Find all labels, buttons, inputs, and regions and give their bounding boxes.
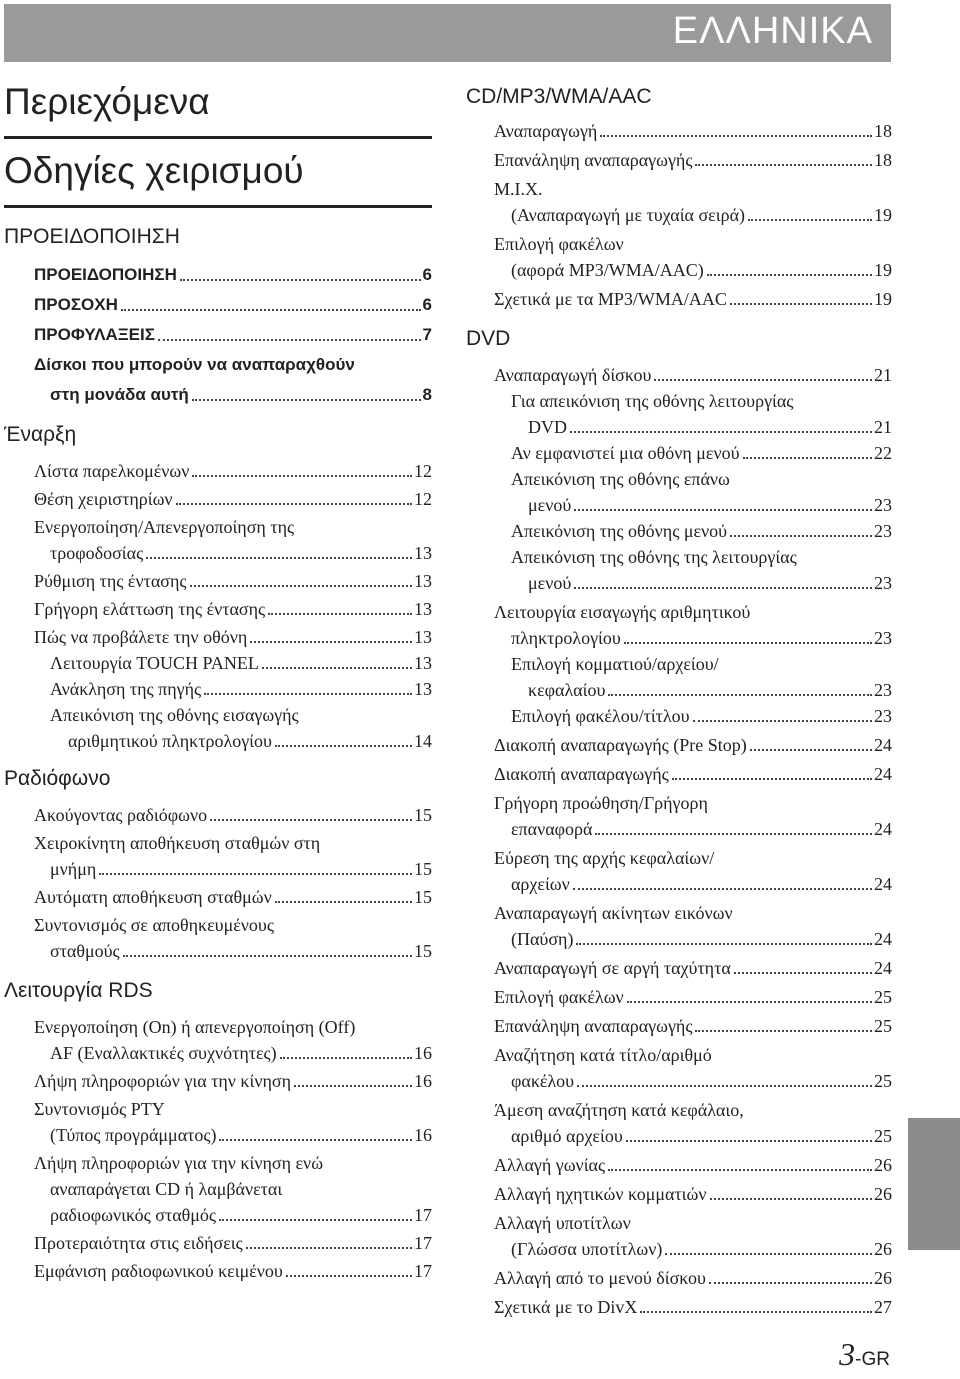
toc-entry-audio-tracks[interactable]: Αλλαγή ηχητικών κομματιών 26 [494,1184,892,1204]
toc-entry-controls[interactable]: Θέση χειριστηρίων 12 [34,489,432,509]
toc-entry-pause[interactable]: Αναπαραγωγή ακίνητων εικόνων (Παύση) 24 [494,903,892,949]
section-heading-start: Έναρξη [4,423,77,446]
toc-entry-angle[interactable]: Αλλαγή γωνίας 26 [494,1155,892,1175]
toc-entry-auto-memory[interactable]: Αυτόματη αποθήκευση σταθμών 15 [34,887,432,907]
toc-entry-stop[interactable]: Διακοπή αναπαραγωγής 24 [494,764,892,784]
toc-entry-quick-volume[interactable]: Γρήγορη ελάττωση της έντασης 13 [34,599,432,619]
page-title: Περιεχόμενα [4,81,210,122]
page-number: 3-GR [839,1336,890,1372]
toc-entry-disc-playback[interactable]: Αναπαραγωγή δίσκου 21 [494,365,892,385]
toc-entry-ff-rew[interactable]: Γρήγορη προώθηση/Γρήγορη επαναφορά 24 [494,793,892,839]
toc-entry-cd-playback[interactable]: Αναπαραγωγή 18 [494,121,892,141]
toc-entry-power[interactable]: Ενεργοποίηση/Απενεργοποίηση της τροφοδοσίας 13 [34,517,432,563]
section-thumb-tab [908,1118,960,1250]
toc-entry-dvd-folder-select[interactable]: Επιλογή φακέλων 25 [494,987,892,1007]
subtitle-rule [4,205,432,208]
toc-entry-touch-panel[interactable]: Λειτουργία TOUCH PANEL 13 [50,653,432,673]
section-heading-dvd: DVD [466,327,511,350]
toc-entry-news-priority[interactable]: Προτεραιότητα στις ειδήσεις 17 [34,1233,432,1253]
toc-entry-numeric-keypad[interactable]: Απεικόνιση της οθόνης εισαγωγής αριθμητικού πληκτρολογίου 14 [50,705,432,751]
toc-entry-manual-memory[interactable]: Χειροκίνητη αποθήκευση σταθμών στη μνήμη 15 [34,833,432,879]
toc-entry-af[interactable]: Ενεργοποίηση (On) ή απενεργοποίηση (Off) AF (Εναλλακτικές συχνότητες) 16 [34,1017,432,1063]
toc-entry-recall-source[interactable]: Ανάκληση της πηγής 13 [50,679,432,699]
toc-entry-playable-discs[interactable]: Δίσκοι που μπορούν να αναπαραχθούν στη μονάδα αυτή 8 [34,355,432,404]
toc-entry-folder-select[interactable]: Επιλογή φακέλων (αφορά MP3/WMA/AAC) 19 [494,234,892,280]
toc-entry-numeric-keypad-mode[interactable]: Λειτουργία εισαγωγής αριθμητικού πληκτρολογίου 23 [494,602,892,648]
toc-entry-folder-title[interactable]: Επιλογή φακέλου/τίτλου 23 [511,706,892,726]
toc-entry-disc-menu[interactable]: Αλλαγή από το μενού δίσκου 26 [494,1268,892,1288]
toc-entry-divx[interactable]: Σχετικά με το DivX 27 [494,1297,892,1317]
toc-entry-listening-radio[interactable]: Ακούγοντας ραδιόφωνο 15 [34,805,432,825]
toc-entry-menu-screen[interactable]: Απεικόνιση της οθόνης μενού 23 [511,521,892,541]
section-heading-warning: ΠΡΟΕΙΔΟΠΟΙΗΣΗ [4,225,180,248]
toc-entry-about-mp3[interactable]: Σχετικά με τα MP3/WMA/AAC 19 [494,289,892,309]
toc-entry-slow-motion[interactable]: Αναπαραγωγή σε αργή ταχύτητα 24 [494,958,892,978]
toc-entry-warning[interactable]: ΠΡΟΕΙΔΟΠΟΙΗΣΗ 6 [34,265,432,284]
toc-entry-caution[interactable]: ΠΡΟΣΟΧΗ 6 [34,295,432,314]
toc-entry-title-search[interactable]: Αναζήτηση κατά τίτλο/αριθμό φακέλου 25 [494,1045,892,1091]
toc-entry-accessories[interactable]: Λίστα παρελκομένων 12 [34,461,432,481]
toc-entry-radio-text[interactable]: Εμφάνιση ραδιοφωνικού κειμένου 17 [34,1261,432,1281]
toc-entry-traffic-info[interactable]: Λήψη πληροφοριών για την κίνηση 16 [34,1071,432,1091]
section-heading-radio: Ραδιόφωνο [4,767,111,790]
toc-entry-dvd-mode-screen[interactable]: Για απεικόνιση της οθόνης λειτουργίας DVD 21 [511,391,892,437]
toc-entry-volume[interactable]: Ρύθμιση της έντασης 13 [34,571,432,591]
section-heading-rds: Λειτουργία RDS [4,979,153,1002]
toc-entry-subtitles[interactable]: Αλλαγή υποτίτλων (Γλώσσα υποτίτλων) 26 [494,1213,892,1259]
language-label: ΕΛΛΗΝΙΚΑ [672,10,873,52]
toc-entry-menu-mode-screen[interactable]: Απεικόνιση της οθόνης της λειτουργίας μενού 23 [511,547,892,593]
toc-entry-find-chapter[interactable]: Εύρεση της αρχής κεφαλαίων/ αρχείων 24 [494,848,892,894]
page-subtitle: Οδηγίες χειρισμού [4,150,304,191]
title-rule [4,136,432,139]
toc-entry-pre-stop[interactable]: Διακοπή αναπαραγωγής (Pre Stop) 24 [494,735,892,755]
toc-entry-view-screen[interactable]: Πώς να προβάλετε την οθόνη 13 [34,627,432,647]
toc-entry-dvd-repeat[interactable]: Επανάληψη αναπαραγωγής 25 [494,1016,892,1036]
toc-left-column [4,80,432,1284]
toc-entry-top-menu[interactable]: Απεικόνιση της οθόνης επάνω μενού 23 [511,469,892,515]
toc-entry-menu-appears[interactable]: Αν εμφανιστεί μια οθόνη μενού 22 [511,443,892,463]
toc-entry-pty[interactable]: Συντονισμός PTY (Τύπος προγράμματος) 16 [34,1099,432,1145]
toc-entry-traffic-while-playing[interactable]: Λήψη πληροφοριών για την κίνηση ενώ αναπαράγεται CD ή λαμβάνεται ραδιοφωνικός σταθμός 17 [34,1153,432,1225]
section-heading-cd: CD/MP3/WMA/AAC [466,85,652,108]
language-header-bar [4,4,891,62]
toc-entry-direct-search[interactable]: Άμεση αναζήτηση κατά κεφάλαιο, αριθμό αρχείου 25 [494,1100,892,1146]
toc-entry-precautions[interactable]: ΠΡΟΦΥΛΑΞΕΙΣ 7 [34,325,432,344]
toc-right-column [466,82,892,1320]
toc-entry-mix[interactable]: M.I.X. (Αναπαραγωγή με τυχαία σειρά) 19 [494,179,892,225]
toc-entry-track-select[interactable]: Επιλογή κομματιού/αρχείου/ κεφαλαίου 23 [511,654,892,700]
toc-entry-preset-tuning[interactable]: Συντονισμός σε αποθηκευμένους σταθμούς 15 [34,915,432,961]
toc-entry-cd-repeat[interactable]: Επανάληψη αναπαραγωγής 18 [494,150,892,170]
